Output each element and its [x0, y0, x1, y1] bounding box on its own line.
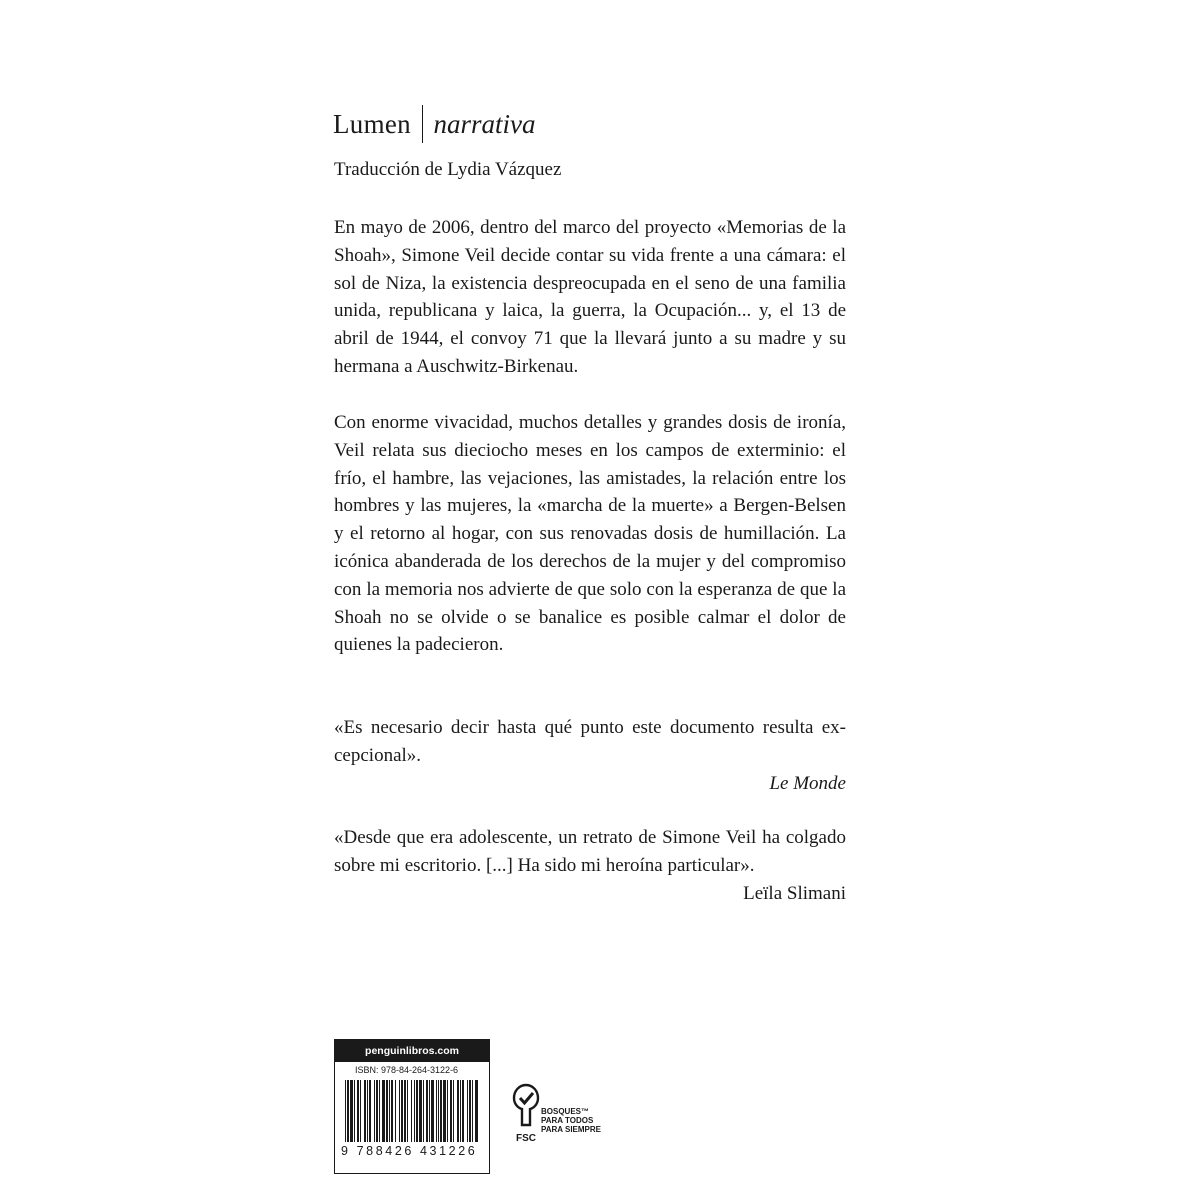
publisher-brand: [333, 104, 536, 144]
barcode-panel: [334, 1039, 490, 1174]
imprint-name: Lumen: [333, 108, 411, 139]
slogan-line-3: PARA SIEMPRE: [541, 1125, 602, 1134]
barcode-icon: [341, 1080, 483, 1144]
collection-name: narrativa: [433, 108, 536, 139]
translator-credit: Traducción de Lydia Vázquez: [334, 159, 562, 180]
quote-text: «Es necesario decir hasta qué punto este documento resulta excepcional».: [334, 717, 846, 766]
quote-source: Leïla Slimani: [743, 882, 846, 904]
synopsis-paragraph-2: Con enorme vivacidad, muchos detalles y grandes dosis de ironía, Veil relata sus dieciocho meses en los campos de exterminio: el frío, el hambre, las vejaciones, las amistades, la relación entre los hombres y las mujeres, la «marcha de la muerte» a Bergen-Belsen y el retorno al hogar, con sus renovadas dosis de humillación. La icónica abanderada de los derechos de la mujer y del compromiso con la memoria nos advierte de que solo con la esperanza de que la Shoah no se olvide o se banalice es posible calmar el dolor de quienes la padecieron.: [334, 412, 846, 656]
fsc-text: FSC: [516, 1133, 536, 1144]
slogan-line-1: BOSQUES™: [541, 1107, 590, 1116]
synopsis-paragraph-1: En mayo de 2006, dentro del marco del proyecto «Memorias de la Shoah», Simone Veil decide contar su vida frente a una cámara: el sol de Niza, la existencia despreocupada en el seno de una familia unida, republicana y laica, la guerra, la Ocupación... y, el 13 de abril de 1944, el convoy 71 que la llevará junto a su madre y su hermana a Auschwitz-Birkenau.: [334, 217, 846, 377]
quote-source: Le Monde: [769, 772, 846, 794]
fsc-slogan: [541, 1107, 601, 1134]
tree-check-icon: [509, 1081, 543, 1133]
quote-text: «Desde que era adolescente, un retrato de Simone Veil ha colgado sobre mi escritorio. [...] Ha sido mi heroína particular».: [334, 827, 846, 876]
fsc-logo: [509, 1081, 629, 1151]
brand-divider: [422, 105, 424, 143]
website-label: penguinlibros.com: [335, 1040, 489, 1062]
review-quote-1: [334, 714, 846, 797]
isbn-label: ISBN: 978-84-264-3122-6: [355, 1065, 459, 1075]
barcode-digits: 9 788426 431226: [341, 1144, 478, 1158]
slogan-line-2: PARA TODOS: [541, 1116, 594, 1125]
review-quote-2: [334, 824, 846, 907]
